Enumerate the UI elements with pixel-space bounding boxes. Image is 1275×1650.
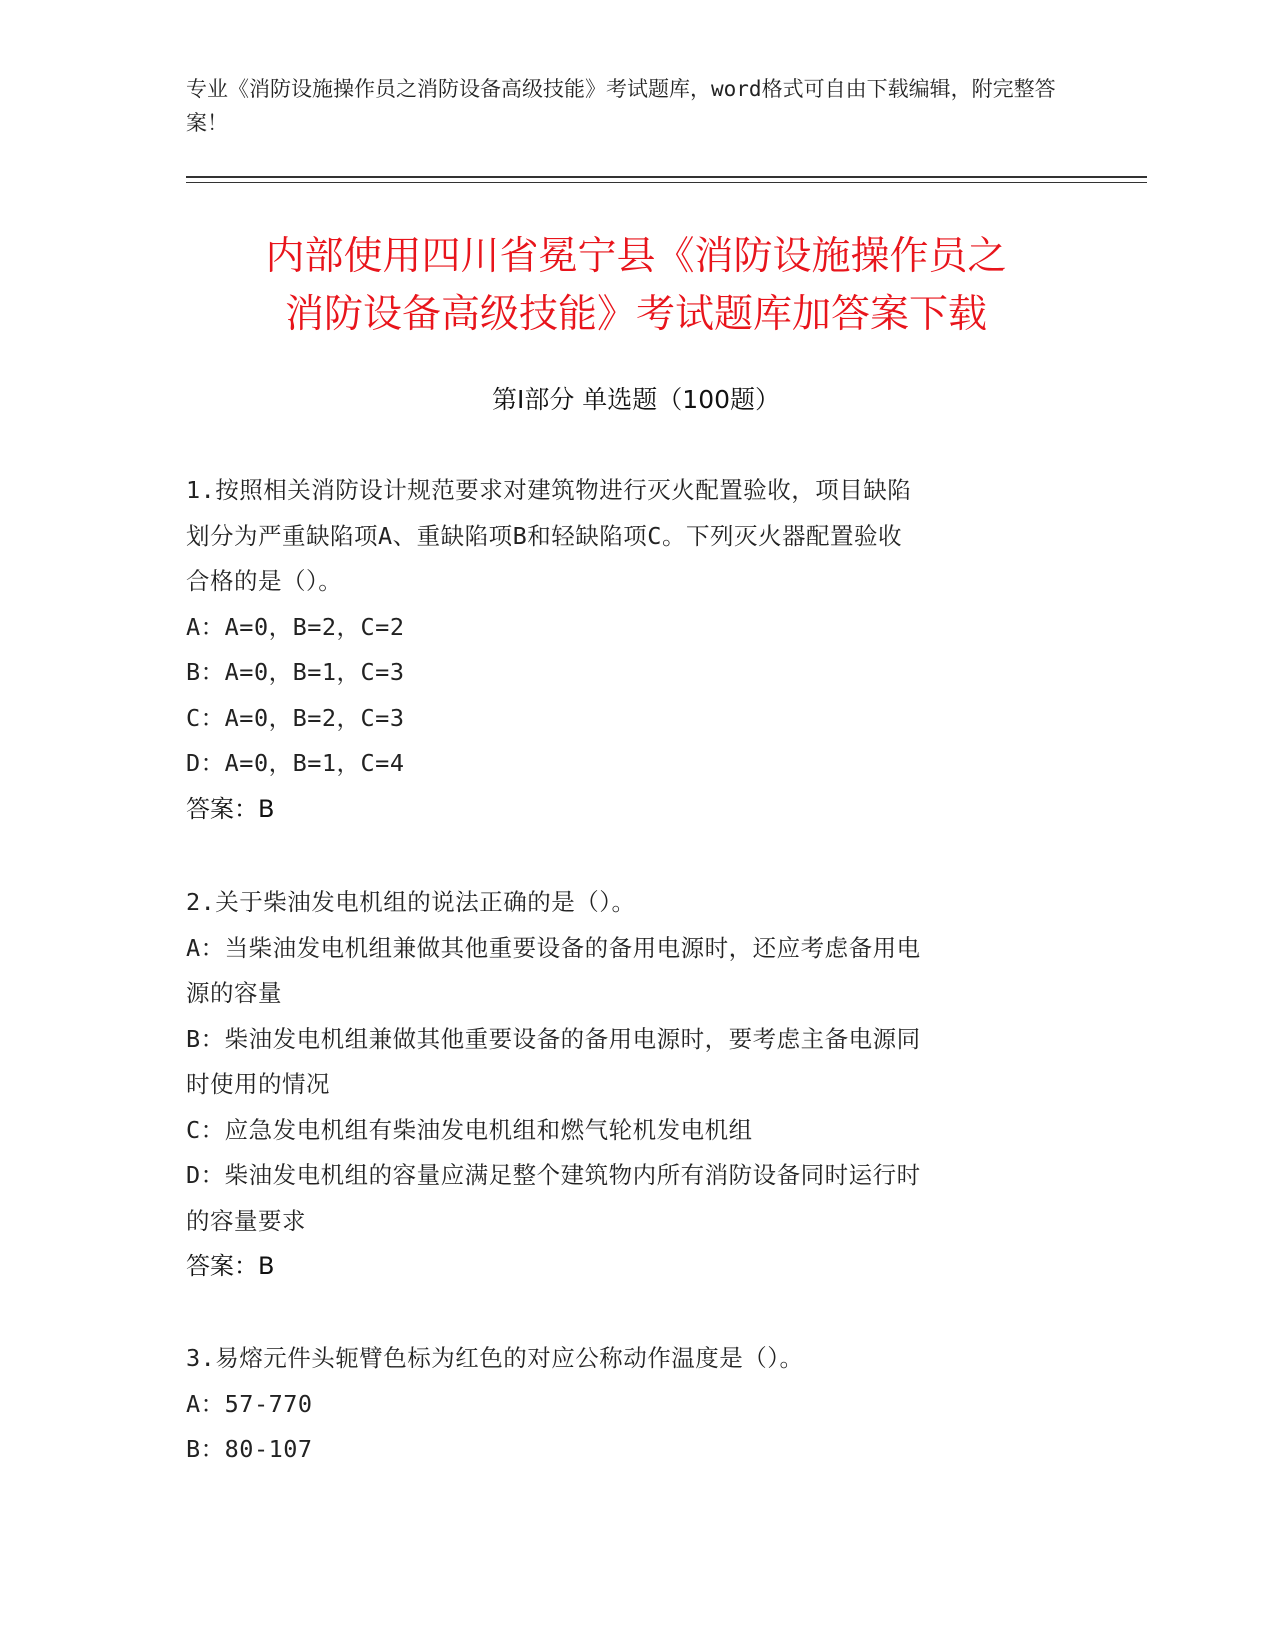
question-1-option-c: C：A=0，B=2，C=3 [186, 703, 405, 732]
question-2-option-a-line-1: A：当柴油发电机组兼做其他重要设备的备用电源时，还应考虑备用电 [186, 933, 921, 962]
question-1-stem-line-3: 合格的是（）。 [186, 567, 343, 595]
question-1-stem-line-2: 划分为严重缺陷项A、重缺陷项B和轻缺陷项C。下列灭火器配置验收 [186, 521, 902, 550]
question-1 [186, 468, 1086, 832]
question-2-answer: 答案：B [186, 1252, 275, 1280]
question-1-option-a: A：A=0，B=2，C=2 [186, 612, 405, 641]
question-1-option-d: D：A=0，B=1，C=4 [186, 749, 405, 777]
document-title-line-1: 内部使用四川省冕宁县《消防设施操作员之 [265, 234, 1007, 279]
header-divider-thin [186, 182, 1147, 183]
question-2-option-d-line-2: 的容量要求 [186, 1206, 306, 1235]
question-1-answer: 答案：B [186, 794, 275, 823]
question-3-option-b: B：80-107 [186, 1435, 313, 1463]
document-title-line-2: 消防设备高级技能》考试题库加答案下载 [284, 292, 987, 337]
question-2-option-c: C：应急发电机组有柴油发电机组和燃气轮机发电机组 [186, 1115, 753, 1144]
question-2 [186, 880, 1086, 1290]
question-1-stem-line-1: 1.按照相关消防设计规范要求对建筑物进行灭火配置验收，项目缺陷 [186, 476, 912, 504]
question-2-option-b-line-2: 时使用的情况 [186, 1070, 330, 1098]
question-3-option-a: A：57-770 [186, 1389, 313, 1418]
question-3 [186, 1336, 1086, 1473]
question-2-stem-line-1: 2.关于柴油发电机组的说法正确的是（）。 [186, 888, 636, 916]
question-2-option-d-line-1: D：柴油发电机组的容量应满足整个建筑物内所有消防设备同时运行时 [186, 1161, 921, 1189]
question-3-stem-line-1: 3.易熔元件头轭臂色标为红色的对应公称动作温度是（）。 [186, 1344, 804, 1372]
header-divider-thick [186, 176, 1147, 178]
question-2-option-b-line-1: B：柴油发电机组兼做其他重要设备的备用电源时，要考虑主备电源同 [186, 1024, 921, 1053]
document-title [186, 228, 1086, 344]
header-note: 专业《消防设施操作员之消防设备高级技能》考试题库，word格式可自由下载编辑，附完整答案！ [186, 77, 1056, 135]
question-1-option-b: B：A=0，B=1，C=3 [186, 658, 405, 686]
question-2-option-a-line-2: 源的容量 [186, 979, 282, 1007]
section-title: 第Ⅰ部分 单选题（100题） [491, 385, 781, 414]
